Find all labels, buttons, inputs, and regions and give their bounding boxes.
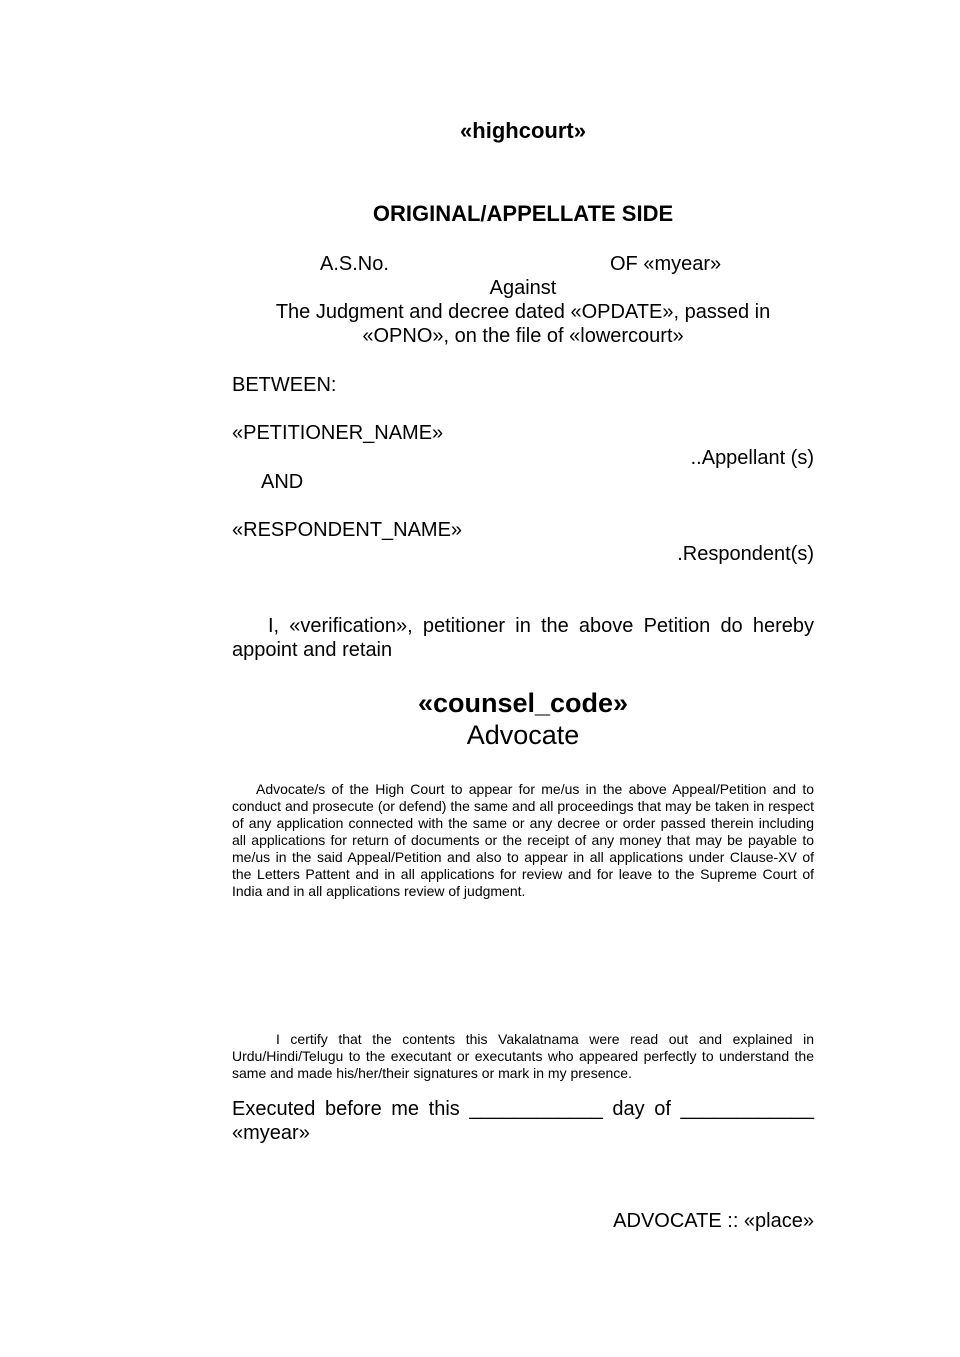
high-court-title: «highcourt» — [460, 118, 586, 143]
respondent-name: «RESPONDENT_NAME» — [232, 519, 463, 541]
verification-statement — [232, 614, 814, 662]
appellant-role: ..Appellant (s) — [690, 447, 814, 469]
execution-year: «myear» — [232, 1122, 310, 1144]
side-title: ORIGINAL/APPELLATE SIDE — [372, 201, 674, 226]
respondent-role: .Respondent(s) — [677, 543, 814, 565]
verification-line-1: I, «verification», petitioner in the above Petition do hereby — [268, 615, 814, 637]
judgment-line-1: The Judgment and decree dated «OPDATE», passed in — [275, 301, 771, 323]
against-label: Against — [489, 277, 557, 299]
of-year-label: OF «myear» — [610, 253, 722, 275]
judgment-line-2: «OPNO», on the file of «lowercourt» — [362, 325, 684, 347]
authority-paragraph: Advocate/s of the High Court to appear for me/us in the above Appeal/Petition and to conduct and prosecute (or defend) the same and all proceedings that may be taken in respect of any application connected with the same or any decree or order passed therein including all applications for return of documents or the receipt of any money that may be payable to me/us in the said Appeal/Petition and also to appear in all applications under Clause-XV of the Letters Pattent and in all applications for review and for leave to the Supreme Court of India and in all applications review of judgment. — [232, 781, 814, 899]
as-no-label: A.S.No. — [320, 253, 389, 275]
execution-line: Executed before me this ____________ day of ____________ — [232, 1098, 814, 1120]
between-label: BETWEEN: — [232, 374, 337, 396]
and-label: AND — [261, 471, 304, 493]
certification-paragraph: I certify that the contents this Vakalatnama were read out and explained in Urdu/Hindi/Telugu to the executant or executants who appeared perfectly to understand the same and made his/her/their signatures or mark in my presence. — [232, 1031, 814, 1081]
petitioner-name: «PETITIONER_NAME» — [232, 422, 444, 444]
advocate-signature-line: ADVOCATE :: «place» — [613, 1210, 814, 1232]
judgment-reference — [232, 300, 814, 348]
verification-line-2: appoint and retain — [232, 639, 393, 661]
case-number-line — [232, 252, 814, 276]
advocate-title: Advocate — [466, 720, 580, 750]
counsel-code: «counsel_code» — [417, 688, 629, 718]
